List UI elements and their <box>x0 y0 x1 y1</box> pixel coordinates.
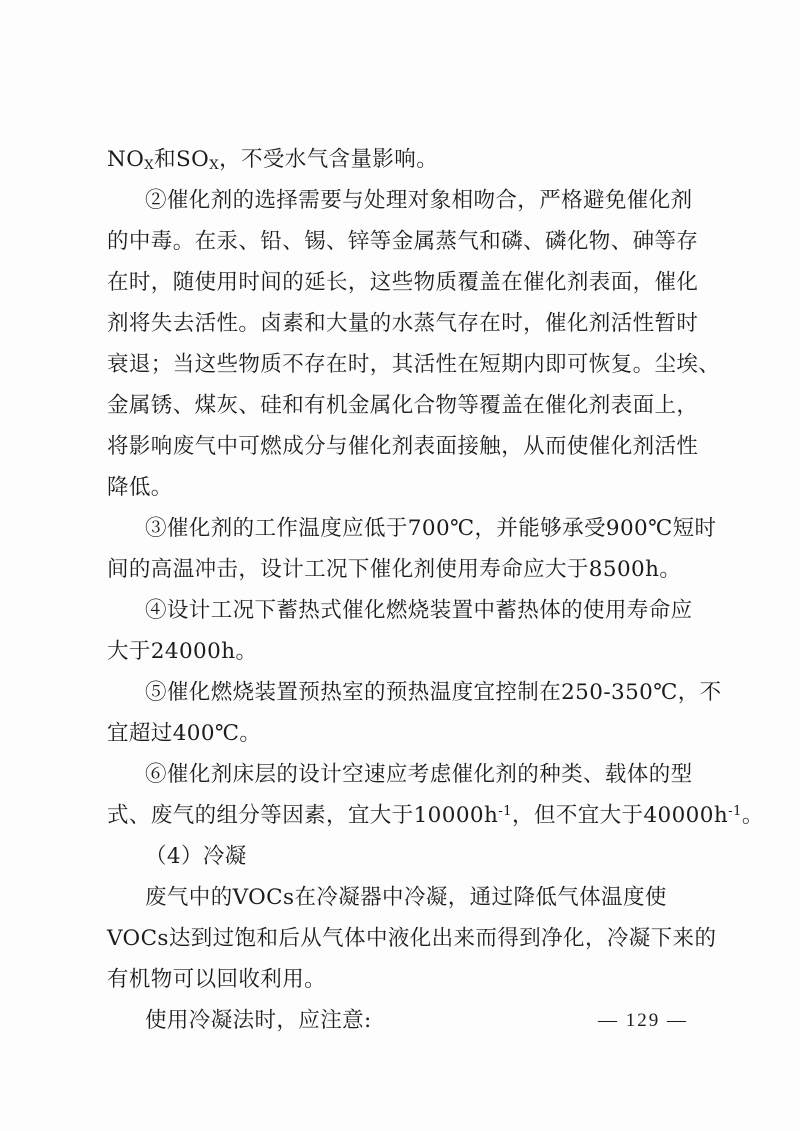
text-line: 大于24000h。 <box>107 639 258 664</box>
text-line: 宜超过400℃。 <box>107 721 262 746</box>
text-line: 在时，随使用时间的延长，这些物质覆盖在催化剂表面，催化 <box>107 270 699 295</box>
text-line: 衰退；当这些物质不存在时，其活性在短期内即可恢复。尘埃、 <box>107 352 721 377</box>
text-line-nox-sox: $NO_X$和$SO_X$，不受水气含量影响。 <box>107 147 439 174</box>
page-number: — 129 — <box>598 1010 688 1031</box>
text-line: 使用冷凝法时，应注意: <box>145 1008 372 1033</box>
text-line: ②催化剂的选择需要与处理对象相吻合，严格避免催化剂 <box>145 188 693 213</box>
text-line: 剂将失去活性。卤素和大量的水蒸气存在时，催化剂活性暂时 <box>107 311 699 336</box>
text-line: ⑤催化燃烧装置预热室的预热温度宜控制在250-350℃，不 <box>145 680 722 705</box>
text-line: 将影响废气中可燃成分与催化剂表面接触，从而使催化剂活性 <box>107 434 699 459</box>
text-line-space-velocity: 式、废气的组分等因素，宜大于$10000h^{-1}$，但不宜大于$40000h^{-1}$。 <box>107 803 764 828</box>
text-line: 金属锈、煤灰、硅和有机金属化合物等覆盖在催化剂表面上， <box>107 393 699 418</box>
text-line: 降低。 <box>107 475 173 500</box>
text-line: ③催化剂的工作温度应低于700℃，并能够承受900℃短时 <box>145 516 717 541</box>
section-heading: （4）冷凝 <box>145 844 247 869</box>
text-line: 有机物可以回收利用。 <box>107 967 327 992</box>
text-line: ④设计工况下蓄热式催化燃烧装置中蓄热体的使用寿命应 <box>145 598 693 623</box>
text-line: 的中毒。在汞、铅、锡、锌等金属蒸气和磷、磷化物、砷等存 <box>107 229 699 254</box>
text-line: ⑥催化剂床层的设计空速应考虑催化剂的种类、载体的型 <box>145 762 693 787</box>
text-line: 间的高温冲击，设计工况下催化剂使用寿命应大于8500h。 <box>107 557 682 582</box>
text-line: VOCs达到过饱和后从气体中液化出来而得到净化，冷凝下来的 <box>107 926 717 951</box>
text-line: 废气中的VOCs在冷凝器中冷凝，通过降低气体温度使 <box>145 885 667 910</box>
